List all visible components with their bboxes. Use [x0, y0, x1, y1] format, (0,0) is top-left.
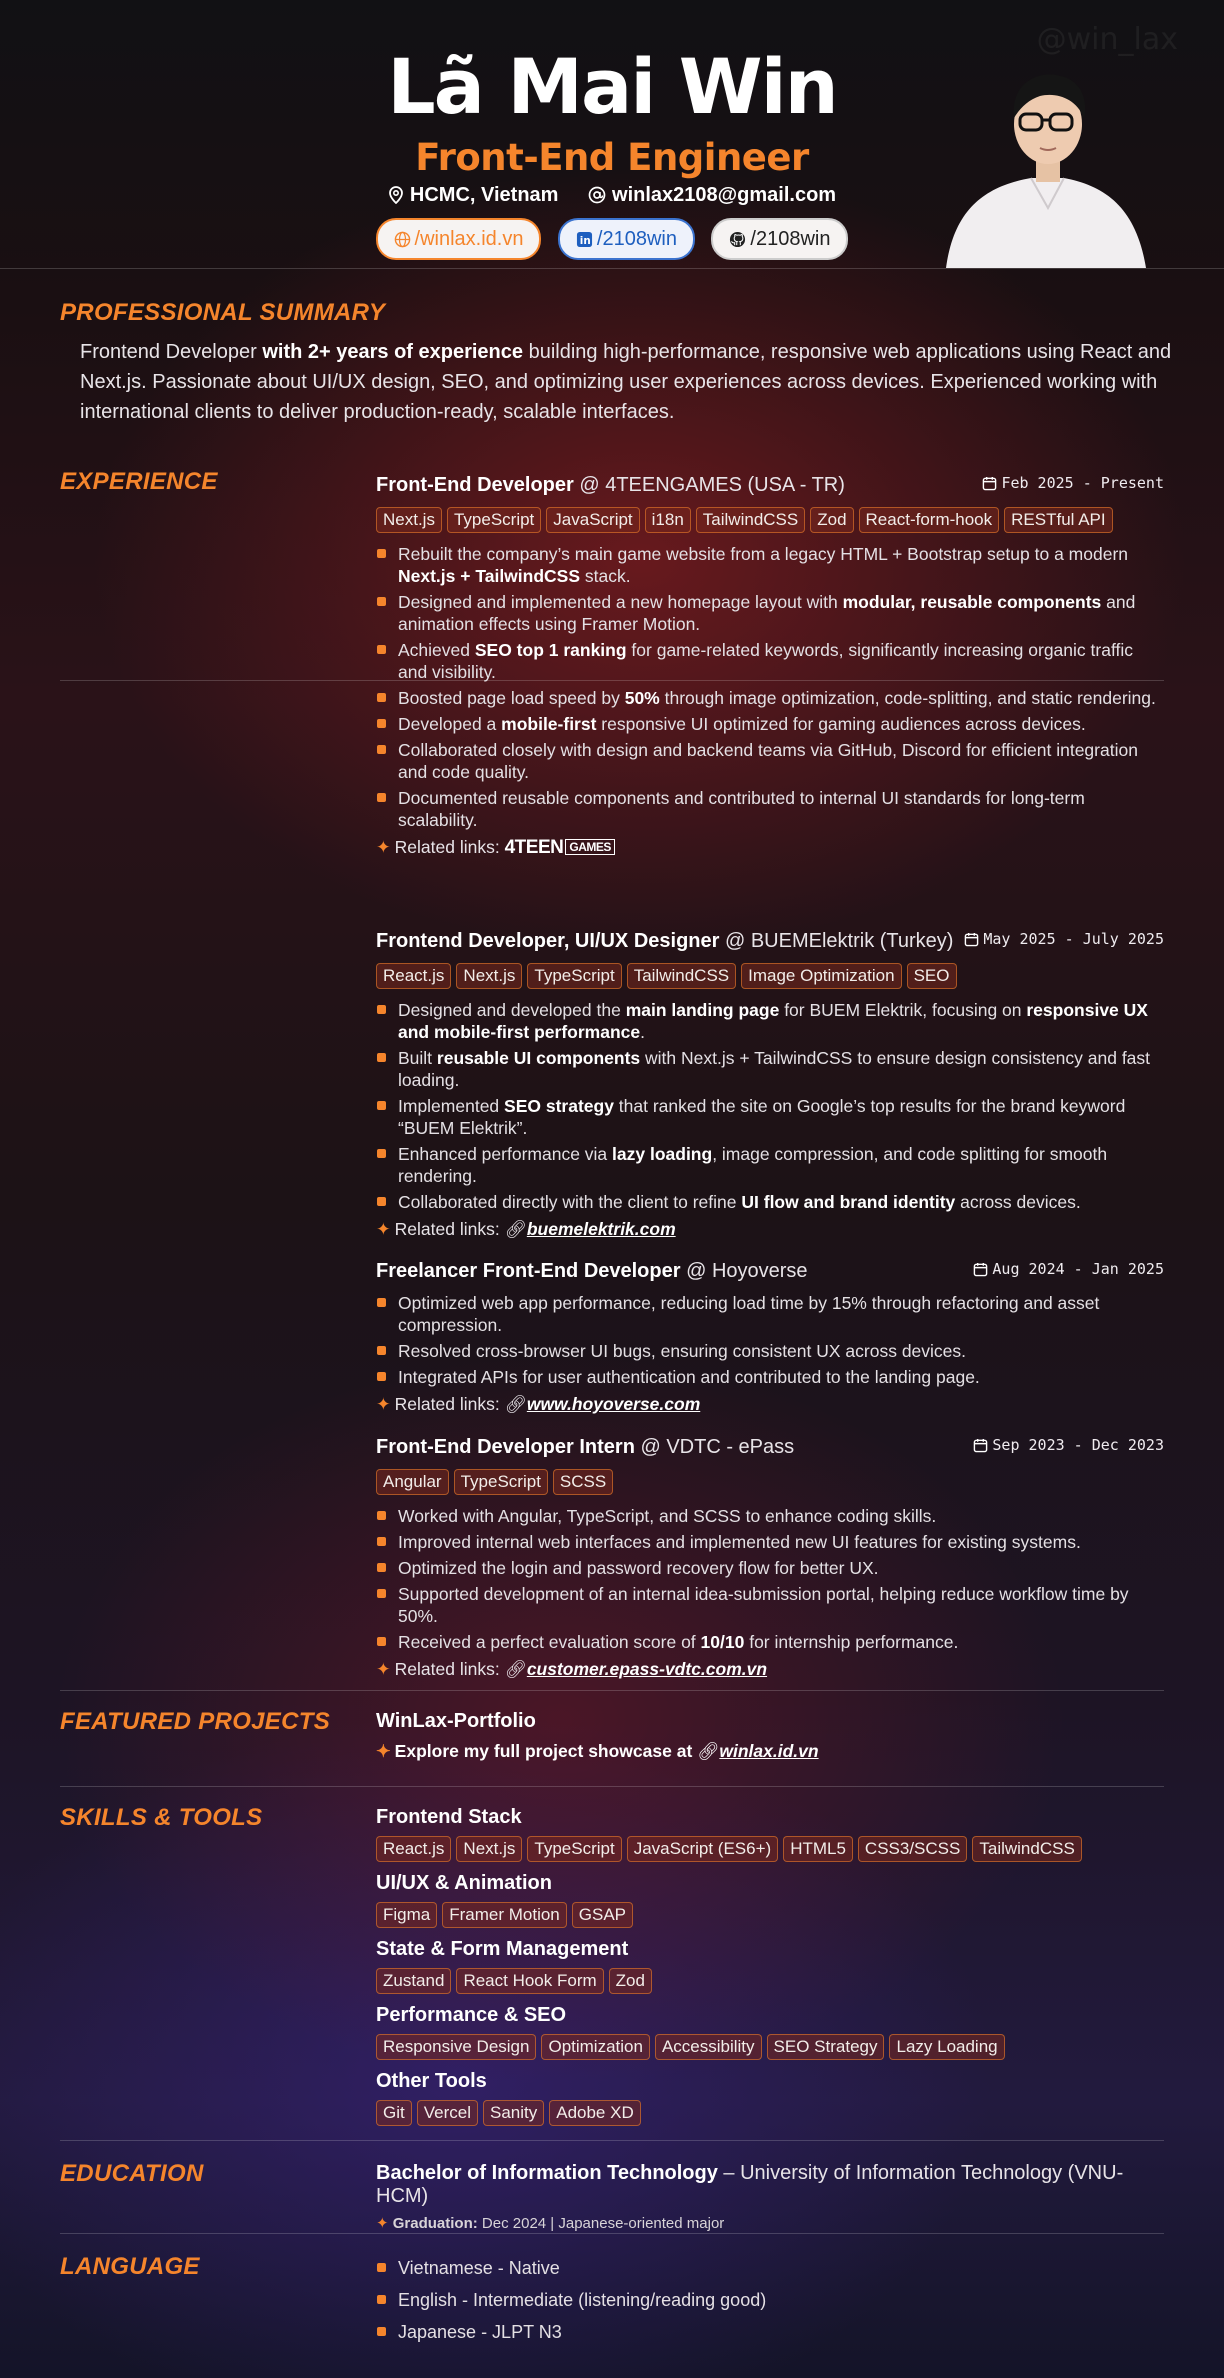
portfolio-link[interactable]: winlax.id.vn [719, 1741, 819, 1761]
project-name: WinLax-Portfolio [376, 1710, 536, 1732]
section-title-summary: PROFESSIONAL SUMMARY [60, 299, 386, 326]
buemelektrik-link[interactable]: buemelektrik.com [526, 1219, 676, 1239]
skill-tag: CSS3/SCSS [858, 1836, 967, 1862]
github-icon [729, 231, 746, 248]
skill-tag: Git [376, 2100, 412, 2126]
language-item: English - Intermediate (listening/reading good) [376, 2289, 1164, 2311]
location-text: HCMC, Vietnam [409, 184, 559, 206]
watermark: @win_lax [1036, 22, 1178, 57]
tech-tag: React-form-hook [859, 507, 1000, 533]
tech-tag: TypeScript [447, 507, 541, 533]
job-bullets [376, 1292, 1164, 1388]
tech-tag: Zod [810, 507, 853, 533]
job-date: Aug 2024 - Jan 2025 [973, 1260, 1164, 1278]
job-header: Frontend Developer, UI/UX Designer @ BUEMElektrik (Turkey) [376, 930, 954, 952]
related-links: ✦ Related links: 4TEEN GAMES [376, 835, 1164, 860]
section-title-experience: EXPERIENCE [60, 468, 218, 495]
bullet-item: Implemented SEO strategy that ranked the site on Google’s top results for the brand keyword “BUEM Elektrik”. [376, 1095, 1164, 1139]
github-link[interactable]: /2108win [711, 218, 848, 260]
calendar-icon [973, 1262, 988, 1277]
tech-tag: SEO [907, 963, 957, 989]
job-bullets [376, 1505, 1164, 1653]
skill-tag: Lazy Loading [889, 2034, 1004, 2060]
bullet-item: Achieved SEO top 1 ranking for game-related keywords, significantly increasing organic traffic and visibility. [376, 639, 1164, 683]
job-buemelektrik [376, 928, 1164, 1258]
calendar-icon [973, 1438, 988, 1453]
bullet-item: Boosted page load speed by 50% through image optimization, code-splitting, and static rendering. [376, 687, 1164, 709]
linkedin-icon [576, 231, 593, 248]
skill-tag: TailwindCSS [972, 1836, 1081, 1862]
job-bullets [376, 999, 1164, 1213]
tech-tag: TypeScript [527, 963, 621, 989]
bullet-item: Designed and implemented a new homepage layout with modular, reusable components and animation effects using Framer Motion. [376, 591, 1164, 635]
job-date: May 2025 - July 2025 [964, 930, 1164, 948]
skill-tags [376, 1902, 1164, 1936]
bullet-item: Supported development of an internal idea-submission portal, helping reduce workflow time by 50%. [376, 1583, 1164, 1627]
job-title: Front-End Engineer [415, 136, 809, 179]
tech-tag: TailwindCSS [696, 507, 805, 533]
skill-tag: Sanity [483, 2100, 544, 2126]
skill-tags [376, 1968, 1164, 2002]
tech-tag: TailwindCSS [627, 963, 736, 989]
bullet-item: Integrated APIs for user authentication and contributed to the landing page. [376, 1366, 1164, 1388]
skill-tag: Optimization [541, 2034, 649, 2060]
location [388, 184, 564, 206]
tech-tag: JavaScript [546, 507, 639, 533]
bullet-item: Optimized web app performance, reducing load time by 15% through refactoring and asset compression. [376, 1292, 1164, 1336]
linkedin-link[interactable]: in /2108win [558, 218, 695, 260]
bullet-item: Worked with Angular, TypeScript, and SCSS to enhance coding skills. [376, 1505, 1164, 1527]
skill-group-title: Performance & SEO [376, 2004, 567, 2026]
job-header: Front-End Developer Intern @ VDTC - ePass [376, 1436, 795, 1458]
sparkle-icon: ✦ [376, 1219, 391, 1239]
svg-text:in: in [579, 235, 591, 248]
calendar-icon [982, 476, 997, 491]
skill-group-title: UI/UX & Animation [376, 1872, 552, 1894]
skill-tag: Framer Motion [442, 1902, 567, 1928]
link-icon: 🔗︎ [504, 1659, 527, 1679]
project-showcase: ✦ Explore my full project showcase at 🔗︎winlax.id.vn [376, 1741, 819, 1761]
tech-tags [376, 963, 1164, 997]
job-date: Feb 2025 - Present [982, 474, 1164, 492]
bullet-item: Designed and developed the main landing page for BUEM Elektrik, focusing on responsive UX and mobile-first performance. [376, 999, 1164, 1043]
bullet-item: Collaborated closely with design and backend teams via GitHub, Discord for efficient integration and code quality. [376, 739, 1164, 783]
skill-tag: Figma [376, 1902, 437, 1928]
skill-tag: Accessibility [655, 2034, 762, 2060]
globe-icon [394, 231, 411, 248]
skill-tag: Adobe XD [549, 2100, 641, 2126]
link-icon: 🔗︎ [504, 1219, 527, 1239]
job-bullets [376, 543, 1164, 831]
language-item: Vietnamese - Native [376, 2257, 1164, 2279]
bullet-item: Developed a mobile-first responsive UI optimized for gaming audiences across devices. [376, 713, 1164, 735]
tech-tags [376, 1469, 1164, 1503]
sparkle-icon: ✦ [376, 2215, 389, 2232]
tech-tag: TypeScript [454, 1469, 548, 1495]
skills-section [60, 1786, 1164, 2141]
language-item: Japanese - JLPT N3 [376, 2321, 1164, 2343]
skill-tag: Vercel [417, 2100, 478, 2126]
skill-tag: SEO Strategy [767, 2034, 885, 2060]
job-header: Freelancer Front-End Developer @ Hoyoverse [376, 1260, 808, 1282]
tech-tag: React.js [376, 963, 451, 989]
sparkle-icon: ✦ [376, 1659, 391, 1679]
skill-tag: Zod [609, 1968, 652, 1994]
epass-link[interactable]: customer.epass-vdtc.com.vn [526, 1659, 768, 1679]
4teengames-logo[interactable]: 4TEEN GAMES [505, 836, 615, 860]
skill-group-title: State & Form Management [376, 1938, 629, 1960]
job-4teengames [376, 472, 1164, 928]
skill-tags [376, 1836, 1164, 1870]
degree: Bachelor of Information Technology – University of Information Technology (VNU-HCM) [376, 2162, 1124, 2207]
tech-tag: Next.js [456, 963, 522, 989]
section-title-skills: SKILLS & TOOLS [60, 1804, 263, 1831]
sparkle-icon: ✦ [376, 837, 391, 857]
skill-tags [376, 2034, 1164, 2068]
bullet-item: Resolved cross-browser UI bugs, ensuring consistent UX across devices. [376, 1340, 1164, 1362]
job-hoyoverse [376, 1258, 1164, 1434]
skills-groups [376, 1786, 1164, 2134]
tech-tag: Image Optimization [741, 963, 901, 989]
tech-tags [376, 507, 1164, 541]
job-header: Front-End Developer @ 4TEENGAMES (USA - TR) [376, 474, 845, 496]
skill-tags [376, 2100, 1164, 2134]
tech-tag: i18n [645, 507, 691, 533]
tech-tag: Next.js [376, 507, 442, 533]
link-icon: 🔗︎ [697, 1741, 720, 1761]
tech-tag: SCSS [553, 1469, 613, 1495]
hoyoverse-link[interactable]: www.hoyoverse.com [526, 1394, 701, 1414]
section-title-projects: FEATURED PROJECTS [60, 1708, 331, 1735]
section-title-education: EDUCATION [60, 2160, 204, 2187]
job-date: Sep 2023 - Dec 2023 [973, 1436, 1164, 1454]
avatar [936, 58, 1152, 268]
bullet-item: Built reusable UI components with Next.js + TailwindCSS to ensure design consistency and fast loading. [376, 1047, 1164, 1091]
experience-section [60, 450, 1164, 1691]
graduation-info: ✦ Graduation: Dec 2024 | Japanese-oriented major [376, 2215, 725, 2232]
skill-tag: HTML5 [783, 1836, 853, 1862]
bullet-item: Documented reusable components and contributed to internal UI standards for long-term scalability. [376, 787, 1164, 831]
skill-tag: GSAP [572, 1902, 633, 1928]
language-list [376, 2257, 1164, 2343]
website-link[interactable]: /winlax.id.vn [376, 218, 542, 260]
map-pin-icon [388, 186, 404, 204]
skill-tag: Zustand [376, 1968, 451, 1994]
related-links: ✦ Related links: 🔗︎customer.epass-vdtc.com.vn [376, 1659, 768, 1679]
skill-tag: Responsive Design [376, 2034, 536, 2060]
email-text[interactable]: winlax2108@gmail.com [612, 184, 837, 206]
skill-tag: React Hook Form [456, 1968, 603, 1994]
calendar-icon [964, 932, 979, 947]
skill-tag: Next.js [456, 1836, 522, 1862]
related-links: ✦ Related links: 🔗︎www.hoyoverse.com [376, 1394, 701, 1414]
candidate-name: Lã Mai Win [387, 42, 837, 131]
bullet-item: Rebuilt the company’s main game website from a legacy HTML + Bootstrap setup to a modern Next.js + TailwindCSS stack. [376, 543, 1164, 587]
link-icon: 🔗︎ [504, 1394, 527, 1414]
related-links: ✦ Related links: 🔗︎buemelektrik.com [376, 1219, 676, 1239]
skill-group-title: Frontend Stack [376, 1806, 522, 1828]
section-title-language: LANGUAGE [60, 2253, 200, 2280]
skill-tag: TypeScript [527, 1836, 621, 1862]
summary-text: Frontend Developer with 2+ years of experience building high-performance, responsive web applications using React and Next.js. Passionate about UI/UX design, SEO, and optimizing user experiences across devices. Experienced working with international clients to deliver production-ready, scalable interfaces. [80, 341, 1172, 423]
language-section [60, 2233, 1164, 2353]
education-section [60, 2140, 1164, 2234]
experience-list [376, 450, 1164, 1681]
sparkle-icon: ✦ [376, 1741, 391, 1761]
bullet-item: Collaborated directly with the client to refine UI flow and brand identity across devices. [376, 1191, 1164, 1213]
bullet-item: Improved internal web interfaces and implemented new UI features for existing systems. [376, 1531, 1164, 1553]
bullet-item: Received a perfect evaluation score of 10/10 for internship performance. [376, 1631, 1164, 1653]
at-sign-icon [588, 186, 606, 204]
bullet-item: Optimized the login and password recovery flow for better UX. [376, 1557, 1164, 1579]
bullet-item: Enhanced performance via lazy loading, image compression, and code splitting for smooth rendering. [376, 1143, 1164, 1187]
tech-tag: Angular [376, 1469, 449, 1495]
tech-tag: RESTful API [1004, 507, 1112, 533]
sparkle-icon: ✦ [376, 1394, 391, 1414]
projects-section [60, 1690, 1164, 1787]
skill-tag: React.js [376, 1836, 451, 1862]
skill-group-title: Other Tools [376, 2070, 487, 2092]
skill-tag: JavaScript (ES6+) [627, 1836, 778, 1862]
email[interactable] [588, 184, 836, 206]
job-vdtc-epass [376, 1434, 1164, 1681]
resume-header [0, 0, 1224, 269]
